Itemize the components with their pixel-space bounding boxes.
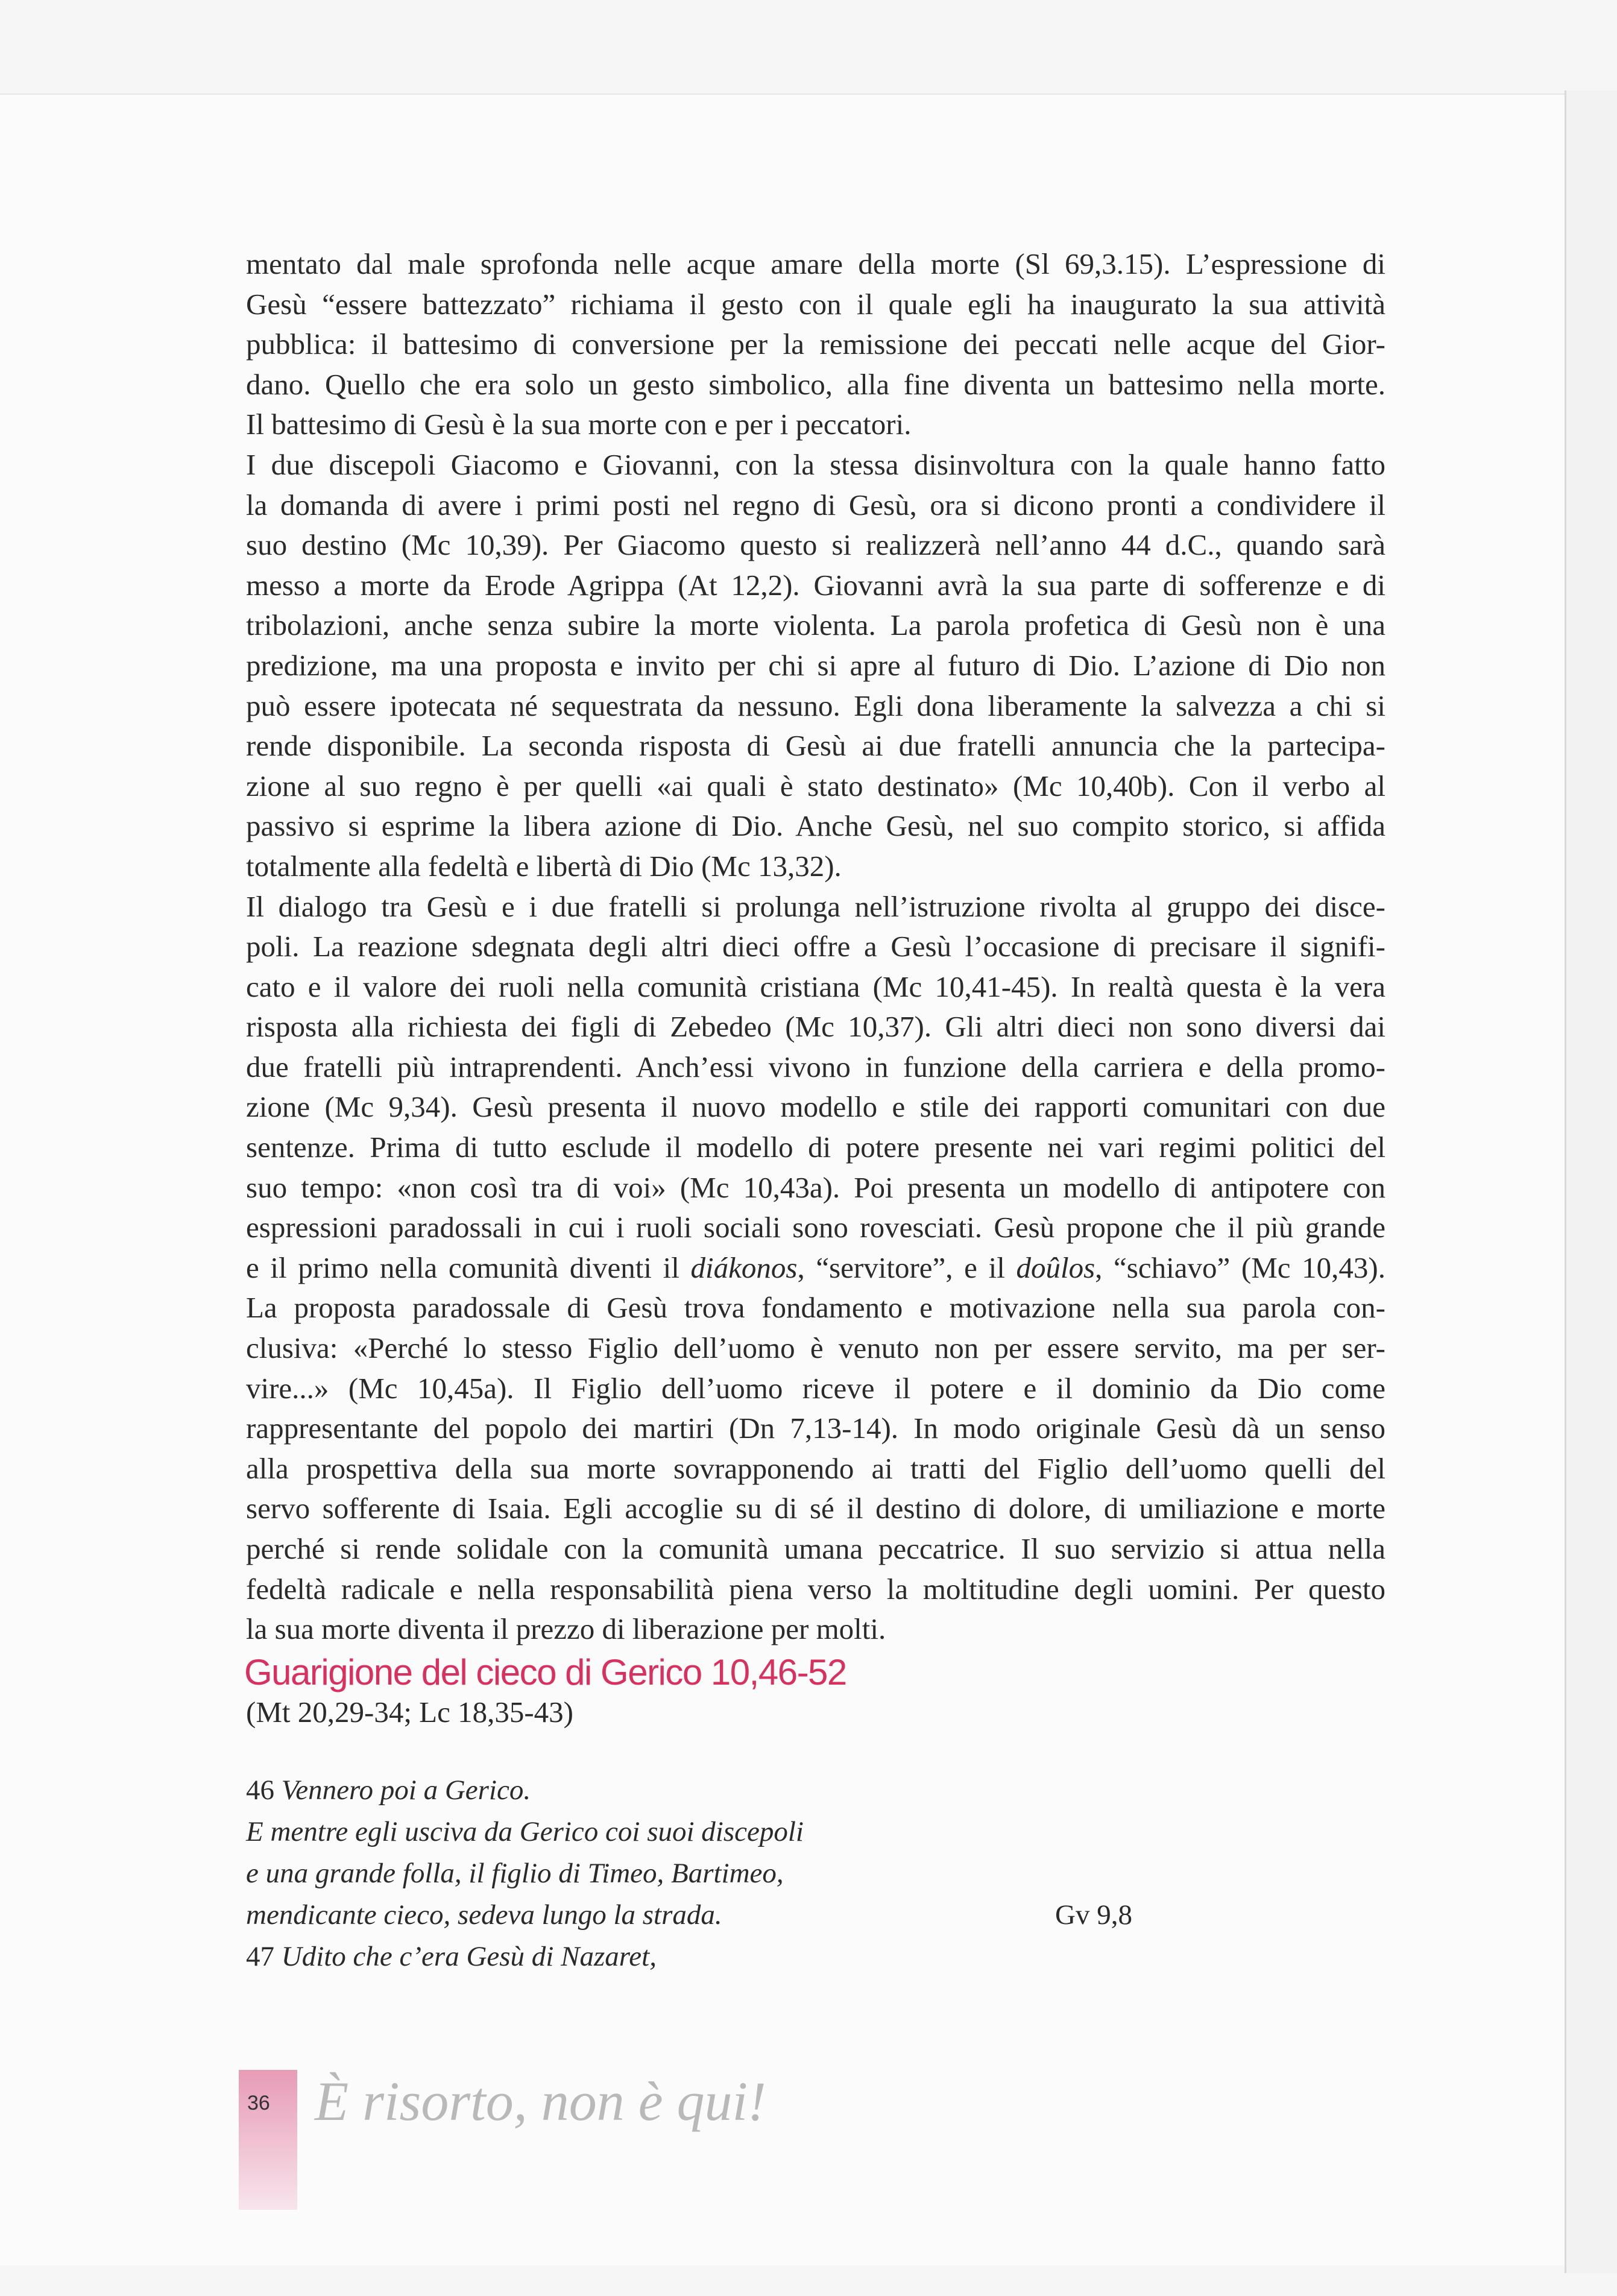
- verse-text: Udito che c’era Gesù di Nazaret,: [281, 1941, 657, 1972]
- verse-number: 46: [246, 1774, 282, 1806]
- text-line: passivo si esprime la libera azione di Dio. Anche Gesù, nel suo compito storico, si affida: [246, 809, 1385, 843]
- text-line: dano. Quello che era solo un gesto simbolico, alla fine diventa un battesimo nella morte.: [246, 367, 1385, 401]
- verse-line: [246, 1894, 1132, 1936]
- text-line: la sua morte diventa il prezzo di liberazione per molti.: [246, 1612, 886, 1646]
- text-line: pubblica: il battesimo di conversione per la remissione dei peccati nelle acque del Gior-: [246, 327, 1385, 361]
- text-line: due fratelli più intraprendenti. Anch’essi vivono in funzione della carriera e della promo-: [246, 1050, 1385, 1083]
- verse-line: [246, 1853, 1132, 1894]
- text-line: Il dialogo tra Gesù e i due fratelli si prolunga nell’istruzione rivolta al gruppo dei disce-: [246, 889, 1385, 923]
- text-line: [246, 1248, 1385, 1288]
- text-line: Gesù “essere battezzato” richiama il gesto con il quale egli ha inaugurato la sua attività: [246, 287, 1385, 321]
- body-text: [246, 244, 1385, 1650]
- text-line: clusiva: «Perché lo stesso Figlio dell’uomo è venuto non per essere servito, ma per ser-: [246, 1331, 1385, 1365]
- text-line: totalmente alla fedeltà e libertà di Dio (Mc 13,32).: [246, 849, 842, 883]
- text-line: risposta alla richiesta dei figli di Zebedeo (Mc 10,37). Gli altri dieci non sono diversi dai: [246, 1010, 1385, 1044]
- text-segment: e il primo nella comunità diventi il: [246, 1250, 691, 1284]
- italic-term: doûlos: [1016, 1250, 1095, 1284]
- verse-line: [246, 1770, 1132, 1811]
- text-line: alla prospettiva della sua morte sovrapponendo ai tratti del Figlio dell’uomo quelli del: [246, 1451, 1385, 1485]
- text-line: servo sofferente di Isaia. Egli accoglie su di sé il destino di dolore, di umiliazione e morte: [246, 1492, 1385, 1525]
- text-line: I due discepoli Giacomo e Giovanni, con la stessa disinvoltura con la quale hanno fatto: [246, 447, 1385, 481]
- text-line: suo tempo: «non così tra di voi» (Mc 10,43a). Poi presenta un modello di antipotere con: [246, 1170, 1385, 1204]
- verse-number: 47: [246, 1941, 282, 1972]
- italic-term: diákonos: [690, 1250, 798, 1284]
- text-line: la domanda di avere i primi posti nel regno di Gesù, ora si dicono pronti a condividere il: [246, 488, 1385, 522]
- verse-line: [246, 1811, 1132, 1853]
- running-title: È risorto, non è qui!: [315, 2070, 766, 2132]
- text-line: può essere ipotecata né sequestrata da nessuno. Egli dona liberamente la salvezza a chi si: [246, 689, 1385, 722]
- text-line: messo a morte da Erode Agrippa (At 12,2). Giovanni avrà la sua parte di sofferenze e di: [246, 568, 1385, 602]
- text-line: cato e il valore dei ruoli nella comunità cristiana (Mc 10,41-45). In realtà questa è la vera: [246, 970, 1385, 1003]
- cross-reference: Gv 9,8: [1055, 1899, 1132, 1931]
- text-line: tribolazioni, anche senza subire la morte violenta. La parola profetica di Gesù non è una: [246, 608, 1385, 642]
- text-line: fedeltà radicale e nella responsabilità piena verso la moltitudine degli uomini. Per questo: [246, 1572, 1385, 1606]
- text-line: perché si rende solidale con la comunità umana peccatrice. Il suo servizio si attua nella: [246, 1532, 1385, 1565]
- text-line: rappresentante del popolo dei martiri (Dn 7,13-14). In modo originale Gesù dà un senso: [246, 1411, 1385, 1445]
- section-heading: Guarigione del cieco di Gerico 10,46-52: [244, 1652, 846, 1692]
- text-line: vire...» (Mc 10,45a). Il Figlio dell’uomo riceve il potere e il dominio da Dio come: [246, 1371, 1385, 1405]
- next-page-edge: [1565, 90, 1617, 2273]
- text-line: espressioni paradossali in cui i ruoli sociali sono rovesciati. Gesù propone che il più grande: [246, 1211, 1385, 1244]
- text-line: zione al suo regno è per quelli «ai quali è stato destinato» (Mc 10,40b). Con il verbo al: [246, 769, 1385, 803]
- verse-text: E mentre egli usciva da Gerico coi suoi discepoli: [246, 1816, 804, 1847]
- text-line: mentato dal male sprofonda nelle acque amare della morte (Sl 69,3.15). L’espressione di: [246, 247, 1385, 280]
- page-number: 36: [247, 2092, 270, 2115]
- verse-text: Vennero poi a Gerico.: [281, 1774, 531, 1806]
- text-line: suo destino (Mc 10,39). Per Giacomo questo si realizzerà nell’anno 44 d.C., quando sarà: [246, 528, 1385, 562]
- text-segment: , “schiavo” (Mc 10,43).: [1095, 1250, 1386, 1284]
- text-line: Il battesimo di Gesù è la sua morte con e per i peccatori.: [246, 408, 912, 441]
- text-line: rende disponibile. La seconda risposta di Gesù ai due fratelli annuncia che la partecipa-: [246, 729, 1385, 763]
- verse-text: e una grande folla, il figlio di Timeo, Bartimeo,: [246, 1858, 784, 1889]
- text-line: predizione, ma una proposta e invito per chi si apre al futuro di Dio. L’azione di Dio non: [246, 648, 1385, 682]
- verse-text: mendicante cieco, sedeva lungo la strada.: [246, 1899, 722, 1931]
- scripture-verses: [246, 1770, 1132, 1978]
- text-line: poli. La reazione sdegnata degli altri dieci offre a Gesù l’occasione di precisare il signifi-: [246, 930, 1385, 964]
- text-line: zione (Mc 9,34). Gesù presenta il nuovo modello e stile dei rapporti comunitari con due: [246, 1090, 1385, 1124]
- text-line: La proposta paradossale di Gesù trova fondamento e motivazione nella sua parola con-: [246, 1291, 1385, 1325]
- verse-line: [246, 1936, 1132, 1978]
- parallel-references: (Mt 20,29-34; Lc 18,35-43): [246, 1695, 573, 1729]
- text-segment: , “servitore”, e il: [797, 1250, 1017, 1284]
- text-line: sentenze. Prima di tutto esclude il modello di potere presente nei vari regimi politici del: [246, 1131, 1385, 1164]
